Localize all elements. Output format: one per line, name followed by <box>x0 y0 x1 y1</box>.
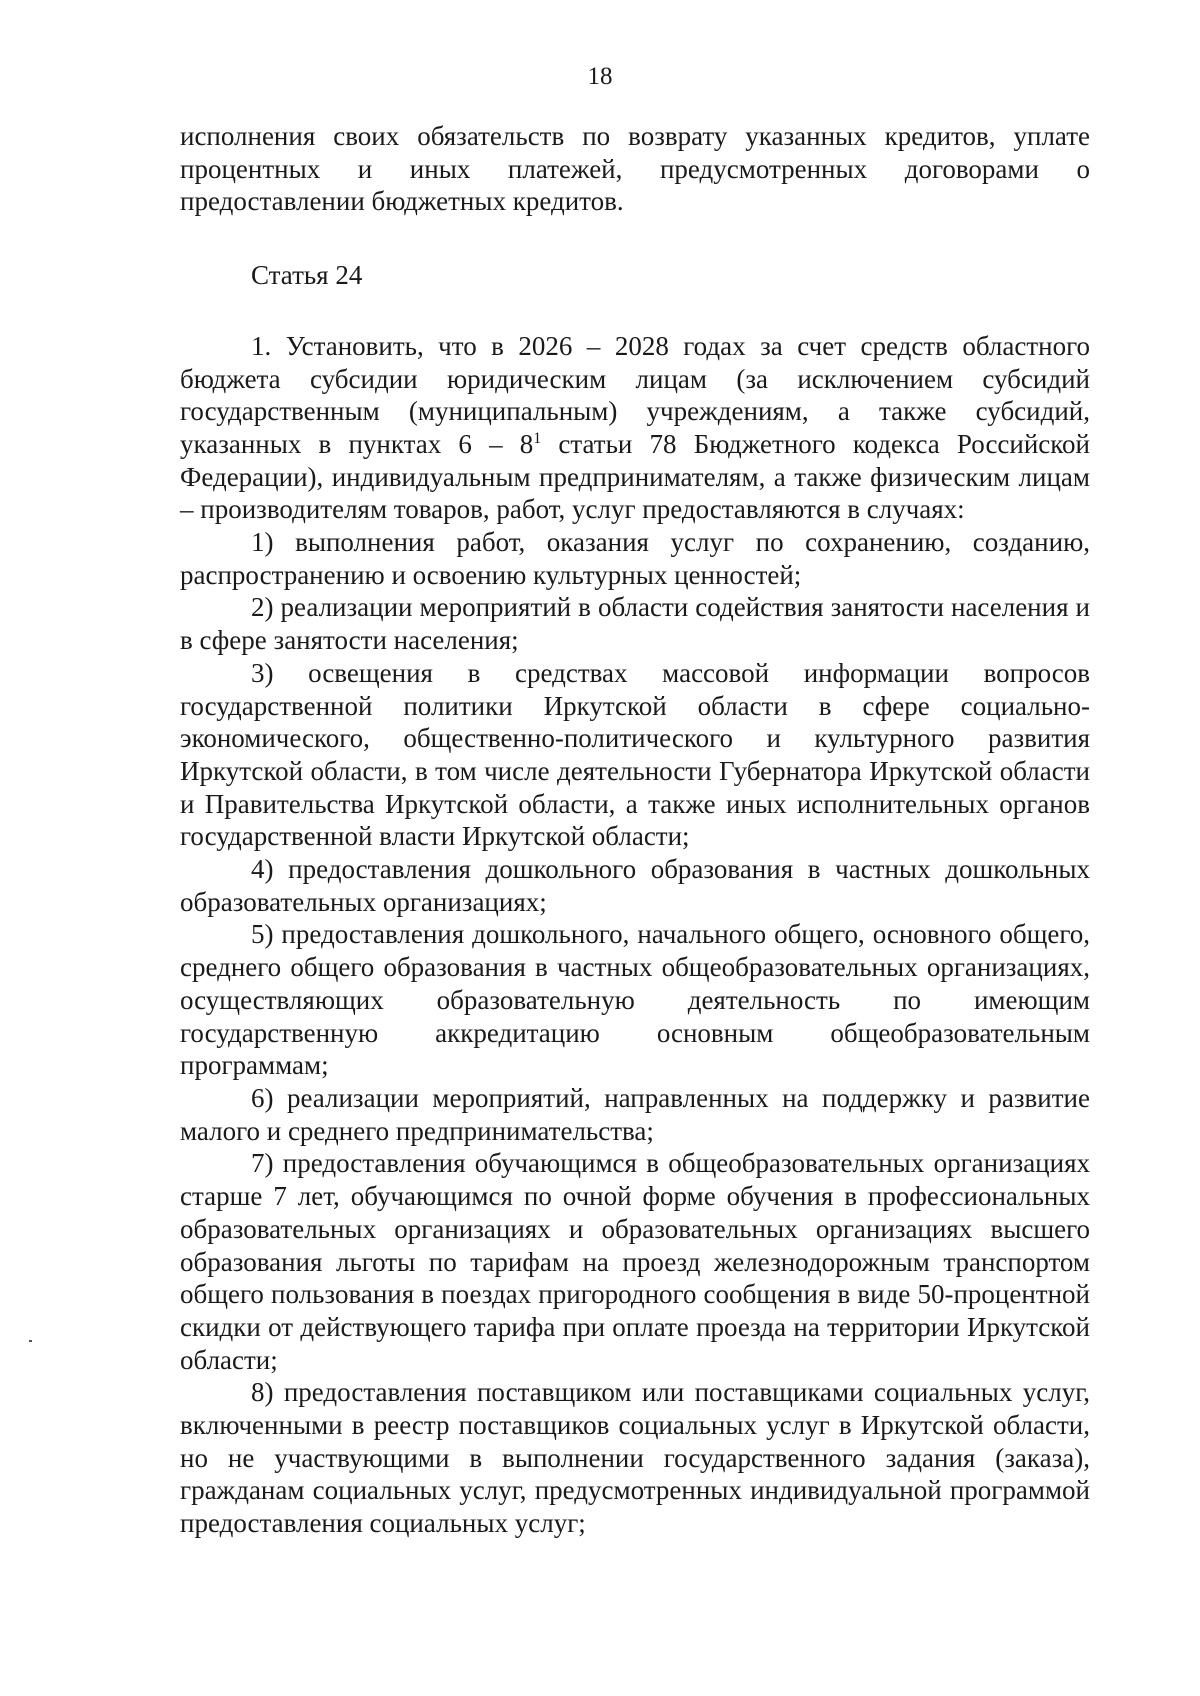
page-body <box>180 120 1090 1540</box>
point-1-text-a: 1. Установить, что в 2026 – 2028 годах за счет средств областного бюджета субсидии юридическим лицам (за исключением субсидий государственным (муниципальным) учреждениям, а также субсидий, указанных в пунктах 6 – 8 <box>180 330 1090 459</box>
point-1-text-b: статьи 78 Бюджетного кодекса Российской Федерации), индивидуальным предпринимателям, а также физическим лицам – производителям товаров, работ, услуг предоставляются в случаях: <box>180 428 1090 525</box>
list-item-7: 7) предоставления обучающимся в общеобразовательных организациях старше 7 лет, обучающимся по очной форме обучения в профессиональных образовательных организациях и образовательных организациях высшего образования льготы по тарифам на проезд железнодорожным транспортом общего пользования в поездах пригородного сообщения в виде 50-процентной скидки от действующего тарифа при оплате проезда на территории Иркутской области; <box>180 1148 1090 1375</box>
article-point-1 <box>180 330 1090 526</box>
page-number: 18 <box>587 63 613 90</box>
list-item-3: 3) освещения в средствах массовой информации вопросов государственной политики Иркутской области в сфере социально-экономического, общественно-политического и культурного развития Иркутской области, в том числе деятельности Губернатора Иркутской области и Правительства Иркутской области, а также иных исполнительных органов государственной власти Иркутской области; <box>180 657 1090 852</box>
article-heading: Статья 24 <box>251 260 363 291</box>
list-item-5: 5) предоставления дошкольного, начального общего, основного общего, среднего общего образования в частных общеобразовательных организациях, осуществляющих образовательную деятельность по имеющим государственную аккредитацию основным общеобразовательным программам; <box>180 919 1090 1081</box>
point-1-superscript: 1 <box>533 429 542 447</box>
intro-paragraph: исполнения своих обязательств по возврату указанных кредитов, уплате процентных и иных платежей, предусмотренных договорами о предоставлении бюджетных кредитов. <box>180 121 1090 217</box>
list-item-6: 6) реализации мероприятий, направленных на поддержку и развитие малого и среднего предпринимательства; <box>180 1082 1090 1146</box>
list-item-4: 4) предоставления дошкольного образования в частных дошкольных образовательных организациях; <box>180 854 1090 917</box>
list-item-2: 2) реализации мероприятий в области содействия занятости населения и в сфере занятости населения; <box>180 592 1090 656</box>
scan-margin-mark <box>29 1340 32 1342</box>
list-item-1: 1) выполнения работ, оказания услуг по сохранению, созданию, распространению и освоению культурных ценностей; <box>180 527 1090 590</box>
list-item-8: 8) предоставления поставщиком или поставщиками социальных услуг, включенными в реестр поставщиков социальных услуг в Иркутской области, но не участвующими в выполнении государственного задания (заказа), гражданам социальных услуг, предусмотренных индивидуальной программой предоставления социальных услуг; <box>180 1377 1090 1539</box>
